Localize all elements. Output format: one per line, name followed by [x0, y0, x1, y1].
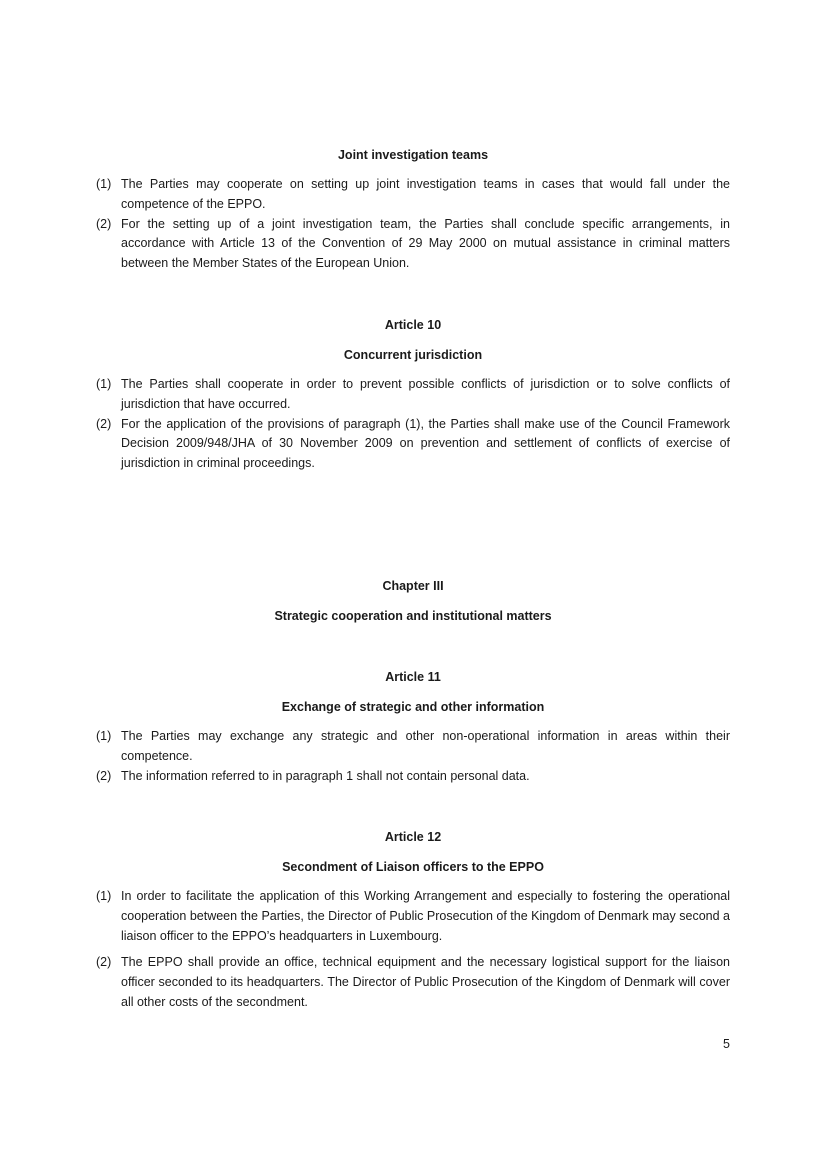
item-text: The Parties shall cooperate in order to prevent possible conflicts of jurisdiction or to solve conflicts of jurisdiction that have occurred. [121, 377, 730, 411]
chapter-3-title: Strategic cooperation and institutional matters [274, 609, 552, 623]
item-text: The Parties may cooperate on setting up joint investigation teams in cases that would fall under the competence of the EPPO. [121, 177, 730, 211]
article-11-title: Exchange of strategic and other information [281, 700, 545, 714]
item-text: The Parties may exchange any strategic and other non-operational information in areas within their competence. [121, 729, 730, 763]
item-number: (1) [96, 729, 112, 743]
chapter-3-label: Chapter III [382, 579, 444, 593]
item-number: (2) [96, 416, 112, 431]
list-item [96, 767, 730, 787]
list-item [96, 953, 730, 1012]
item-number: (2) [96, 768, 112, 783]
article-10-list [96, 375, 730, 474]
page-number: 5 [723, 1037, 730, 1051]
item-number: (2) [96, 216, 112, 231]
article-12-title: Secondment of Liaison officers to the EPPO [282, 860, 544, 874]
list-item [96, 887, 730, 946]
item-number: (2) [96, 955, 112, 970]
item-number: (1) [96, 177, 112, 191]
item-text: In order to facilitate the application of this Working Arrangement and especially to fostering the operational cooperation between the Parties, the Director of Public Prosecution of the Kingdom of Denmark may second a liaison officer to the EPPO’s headquarters in Luxembourg. [121, 889, 730, 943]
article-10-title: Concurrent jurisdiction [343, 348, 483, 362]
item-text: For the setting up of a joint investigation team, the Parties shall conclude specific arrangements, in accordance with Article 13 of the Convention of 29 May 2000 on mutual assistance in criminal matters between the Member States of the European Union. [121, 216, 730, 271]
list-item [96, 727, 730, 767]
list-item [96, 375, 730, 415]
joint-investigation-title: Joint investigation teams [337, 148, 489, 162]
item-text: The information referred to in paragraph 1 shall not contain personal data. [121, 768, 530, 783]
article-11-list [96, 727, 730, 786]
item-number: (1) [96, 889, 112, 903]
article-12-label: Article 12 [384, 830, 442, 844]
list-item [96, 175, 730, 215]
item-text: The EPPO shall provide an office, technical equipment and the necessary logistical support for the liaison officer seconded to its headquarters. The Director of Public Prosecution of the Kingdom of Denmark will cover all other costs of the secondment. [121, 955, 730, 1009]
item-text: For the application of the provisions of paragraph (1), the Parties shall make use of the Council Framework Decision 2009/948/JHA of 30 November 2009 on prevention and settlement of conflicts of exercise of jurisdiction in criminal proceedings. [121, 416, 730, 471]
item-number: (1) [96, 377, 112, 391]
list-item [96, 415, 730, 474]
article-10-label: Article 10 [384, 318, 442, 332]
article-12-list [96, 887, 730, 1013]
article-11-label: Article 11 [385, 670, 441, 684]
joint-investigation-list [96, 175, 730, 274]
list-item [96, 215, 730, 274]
